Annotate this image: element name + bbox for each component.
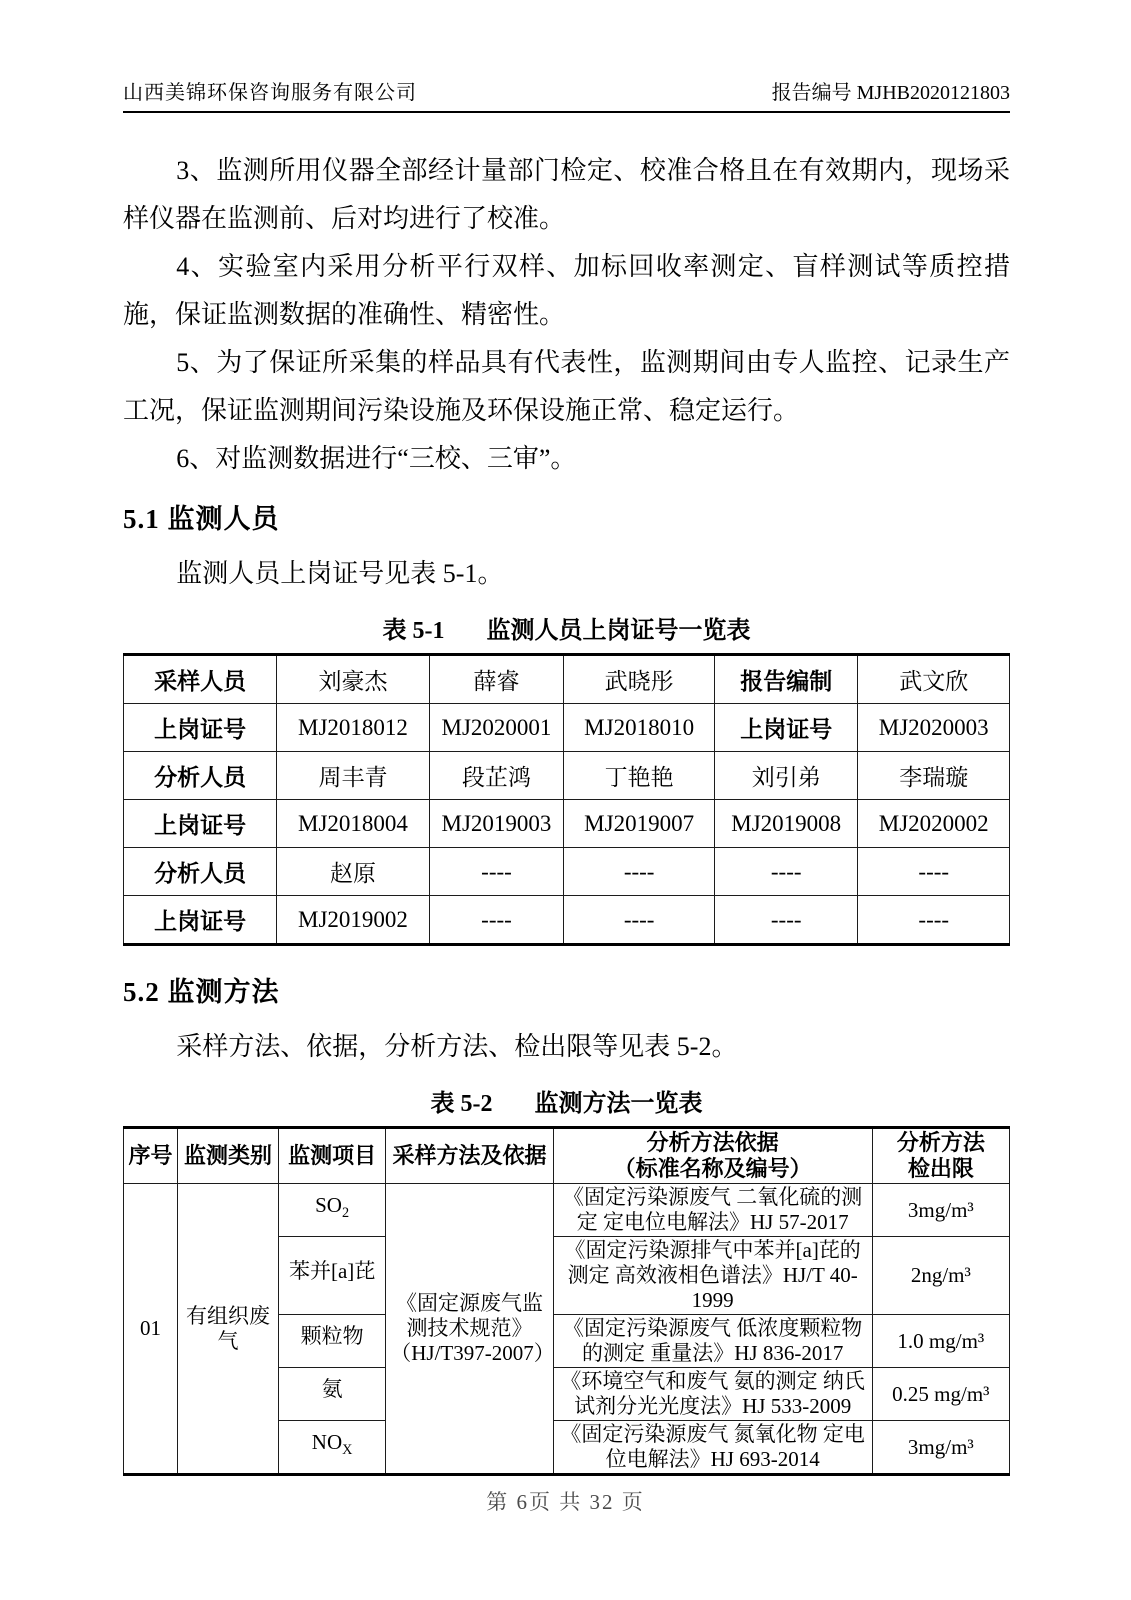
table-cell: 段芷鸿 [429, 752, 564, 800]
table-row [124, 848, 1010, 896]
table-cell: 丁艳艳 [564, 752, 715, 800]
table-cell: 报告编制 [714, 655, 858, 704]
table-cell: ---- [429, 848, 564, 896]
column-header-line1: 分析方法依据 [646, 1130, 779, 1155]
method-cell: 《固定污染源排气中苯并[a]芘的测定 高效液相色谱法》HJ/T 40-1999 [553, 1237, 872, 1315]
table-5-2 [123, 1126, 1010, 1476]
table-cell: 分析人员 [124, 848, 277, 896]
item-name: 颗粒物 [300, 1324, 364, 1349]
table-cell: 赵原 [277, 848, 429, 896]
table-cell: 刘引弟 [714, 752, 858, 800]
table-cell: ---- [564, 896, 715, 945]
item-subscript: 2 [341, 1205, 350, 1222]
column-header [872, 1128, 1009, 1184]
table-cell: 周丰青 [277, 752, 429, 800]
item-name: SO [315, 1193, 342, 1218]
table-cell: ---- [858, 896, 1010, 945]
table-cell: 上岗证号 [124, 896, 277, 945]
method-cell: 《固定污染源废气 二氧化硫的测定 定电位电解法》HJ 57-2017 [553, 1184, 872, 1237]
table-cell: ---- [858, 848, 1010, 896]
limit-cell: 2ng/m³ [872, 1237, 1009, 1315]
method-cell: 《固定污染源废气 低浓度颗粒物的测定 重量法》HJ 836-2017 [553, 1315, 872, 1368]
table-row [124, 1184, 1010, 1237]
table-row [124, 704, 1010, 752]
table-5-1-caption-title: 监测人员上岗证号一览表 [486, 618, 751, 644]
item-name: NO [311, 1430, 343, 1455]
table-header-row [124, 1128, 1010, 1184]
table-row [124, 655, 1010, 704]
column-header: 采样方法及依据 [386, 1128, 553, 1184]
table-5-1-caption [123, 610, 1010, 645]
item-cell [279, 1421, 386, 1475]
table-cell: 上岗证号 [714, 704, 858, 752]
table-cell: 刘豪杰 [277, 655, 429, 704]
table-cell: 上岗证号 [124, 800, 277, 848]
table-row [124, 800, 1010, 848]
paragraph-5: 5、为了保证所采集的样品具有代表性，监测期间由专人监控、记录生产工况，保证监测期间污染设施及环保设施正常、稳定运行。 [123, 348, 1010, 425]
item-cell [279, 1237, 386, 1315]
table-cell: 武文欣 [858, 655, 1010, 704]
table-5-1-caption-label: 表 5-1 [382, 618, 445, 644]
table-cell: ---- [564, 848, 715, 896]
table-cell: 李瑞璇 [858, 752, 1010, 800]
method-cell: 《环境空气和废气 氨的测定 纳氏试剂分光光度法》HJ 533-2009 [553, 1368, 872, 1421]
category-cell: 有组织废气 [178, 1184, 279, 1475]
table-cell: 分析人员 [124, 752, 277, 800]
table-5-2-caption [123, 1083, 1010, 1118]
limit-cell: 1.0 mg/m³ [872, 1315, 1009, 1368]
table-cell: MJ2018012 [277, 704, 429, 752]
table-cell: MJ2019002 [277, 896, 429, 945]
section-5-1-heading: 5.1 监测人员 [123, 504, 280, 534]
sampling-method-cell: 《固定源废气监测技术规范》（HJ/T397-2007） [386, 1184, 553, 1475]
section-5-2-heading: 5.2 监测方法 [123, 977, 280, 1007]
table-cell: ---- [429, 896, 564, 945]
table-cell: 采样人员 [124, 655, 277, 704]
item-cell [279, 1368, 386, 1421]
column-header [553, 1128, 872, 1184]
limit-cell: 0.25 mg/m³ [872, 1368, 1009, 1421]
section-5-2-intro: 采样方法、依据，分析方法、检出限等见表 5-2。 [176, 1032, 738, 1061]
paragraph-6: 6、对监测数据进行“三校、三审”。 [176, 444, 577, 473]
method-cell: 《固定污染源废气 氮氧化物 定电位电解法》HJ 693-2014 [553, 1421, 872, 1475]
serial-cell: 01 [124, 1184, 178, 1475]
report-number: 报告编号 MJHB2020121803 [771, 82, 1010, 104]
table-cell: 武晓彤 [564, 655, 715, 704]
table-cell: 上岗证号 [124, 704, 277, 752]
table-cell: MJ2018010 [564, 704, 715, 752]
company-name: 山西美锦环保咨询服务有限公司 [123, 82, 417, 104]
item-subscript: X [342, 1442, 353, 1459]
table-cell: MJ2020002 [858, 800, 1010, 848]
table-cell: 薛睿 [429, 655, 564, 704]
limit-cell: 3mg/m³ [872, 1421, 1009, 1475]
table-cell: MJ2020003 [858, 704, 1010, 752]
table-5-2-caption-title: 监测方法一览表 [534, 1091, 703, 1117]
item-name: 苯并[a]芘 [288, 1258, 376, 1283]
page-footer: 第 6页 共 32 页 [486, 1490, 645, 1514]
table-row [124, 752, 1010, 800]
limit-cell: 3mg/m³ [872, 1184, 1009, 1237]
item-cell [279, 1315, 386, 1368]
table-cell: ---- [714, 848, 858, 896]
table-cell: MJ2019008 [714, 800, 858, 848]
column-header: 监测类别 [178, 1128, 279, 1184]
table-5-1 [123, 653, 1010, 946]
item-name: 氨 [321, 1377, 343, 1402]
table-cell: MJ2020001 [429, 704, 564, 752]
item-cell [279, 1184, 386, 1237]
paragraph-3: 3、监测所用仪器全部经计量部门检定、校准合格且在有效期内，现场采样仪器在监测前、后对均进行了校准。 [123, 156, 1010, 233]
table-cell: ---- [714, 896, 858, 945]
column-header: 序号 [124, 1128, 178, 1184]
body-text [123, 147, 1010, 483]
section-5-1-intro: 监测人员上岗证号见表 5-1。 [176, 559, 504, 588]
table-cell: MJ2019003 [429, 800, 564, 848]
column-header-line2: （标准名称及编号） [613, 1156, 812, 1181]
table-cell: MJ2018004 [277, 800, 429, 848]
page-header [123, 76, 1010, 113]
column-header-line1: 分析方法 [896, 1130, 985, 1155]
table-row [124, 896, 1010, 945]
column-header-line2: 检出限 [907, 1156, 974, 1181]
column-header: 监测项目 [279, 1128, 386, 1184]
table-cell: MJ2019007 [564, 800, 715, 848]
table-5-2-caption-label: 表 5-2 [430, 1091, 493, 1117]
paragraph-4: 4、实验室内采用分析平行双样、加标回收率测定、盲样测试等质控措施，保证监测数据的准确性、精密性。 [123, 252, 1010, 329]
